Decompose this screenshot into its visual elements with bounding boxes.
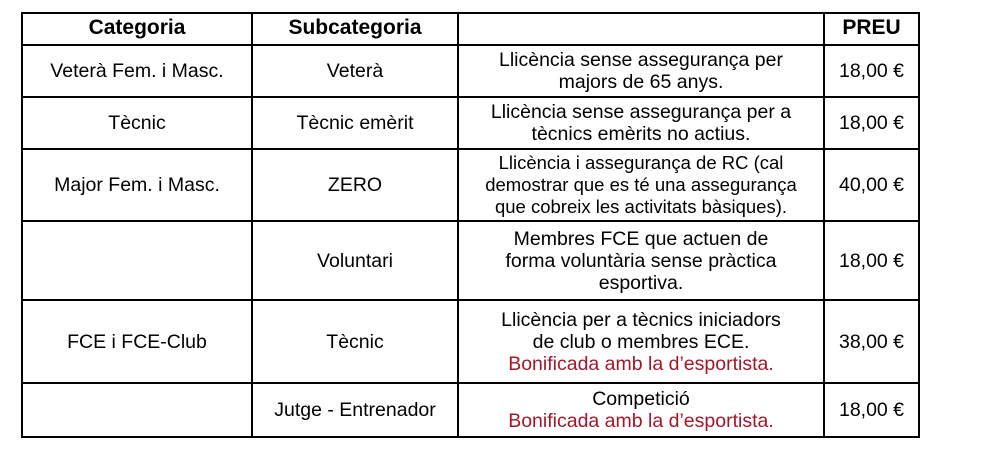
table-row: [22, 383, 919, 437]
cell-descripcio: [458, 300, 824, 383]
bonification-note: Bonificada amb la d’esportista.: [508, 352, 774, 375]
desc-line: Llicència sense assegurança per: [498, 49, 783, 71]
cell-subcategoria: Tècnic emèrit: [252, 97, 458, 149]
bonification-note: Bonificada amb la d’esportista.: [508, 410, 774, 432]
header-preu: PREU: [824, 13, 919, 45]
table-row: [22, 221, 919, 300]
cell-preu: 40,00 €: [824, 149, 919, 221]
desc-line: majors de 65 anys.: [558, 71, 724, 93]
cell-subcategoria: ZERO: [252, 149, 458, 221]
desc-line: tècnics emèrits no actius.: [531, 123, 751, 145]
table-row: [22, 149, 919, 221]
desc-line: de club o membres ECE.: [532, 330, 750, 353]
header-row: [22, 13, 919, 45]
table-row: [22, 97, 919, 149]
desc-line: demostrar que es té una assegurança: [485, 174, 797, 195]
desc-line: Llicència per a tècnics iniciadors: [501, 308, 781, 331]
cell-descripcio: [458, 45, 824, 97]
desc-line: Competició: [592, 388, 690, 410]
desc-line: forma voluntària sense pràctica: [505, 249, 777, 272]
cell-descripcio: [458, 221, 824, 300]
cell-categoria: Major Fem. i Masc.: [22, 149, 252, 221]
cell-preu: 18,00 €: [824, 383, 919, 437]
cell-subcategoria: Veterà: [252, 45, 458, 97]
cell-preu: 18,00 €: [824, 97, 919, 149]
cell-categoria: FCE i FCE-Club: [22, 300, 252, 383]
cell-categoria: Veterà Fem. i Masc.: [22, 45, 252, 97]
cell-descripcio: [458, 97, 824, 149]
cell-subcategoria: Tècnic: [252, 300, 458, 383]
cell-preu: 18,00 €: [824, 45, 919, 97]
cell-categoria: [22, 383, 252, 437]
desc-line: Llicència sense assegurança per a: [490, 101, 792, 123]
cell-preu: 38,00 €: [824, 300, 919, 383]
table-row: [22, 45, 919, 97]
cell-preu: 18,00 €: [824, 221, 919, 300]
header-subcategoria: Subcategoria: [252, 13, 458, 45]
header-descripcio: [458, 13, 824, 45]
header-categoria: Categoria: [22, 13, 252, 45]
cell-categoria: Tècnic: [22, 97, 252, 149]
desc-line: que cobreix les activitats bàsiques).: [494, 196, 788, 217]
desc-line: Llicència i assegurança de RC (cal: [498, 152, 784, 173]
cell-descripcio: [458, 383, 824, 437]
cell-descripcio: [458, 149, 824, 221]
cell-categoria: [22, 221, 252, 300]
desc-line: esportiva.: [598, 271, 684, 294]
desc-line: Membres FCE que actuen de: [513, 227, 769, 250]
cell-subcategoria: Jutge - Entrenador: [252, 383, 458, 437]
cell-subcategoria: Voluntari: [252, 221, 458, 300]
table-row: [22, 300, 919, 383]
price-table: [21, 12, 920, 438]
